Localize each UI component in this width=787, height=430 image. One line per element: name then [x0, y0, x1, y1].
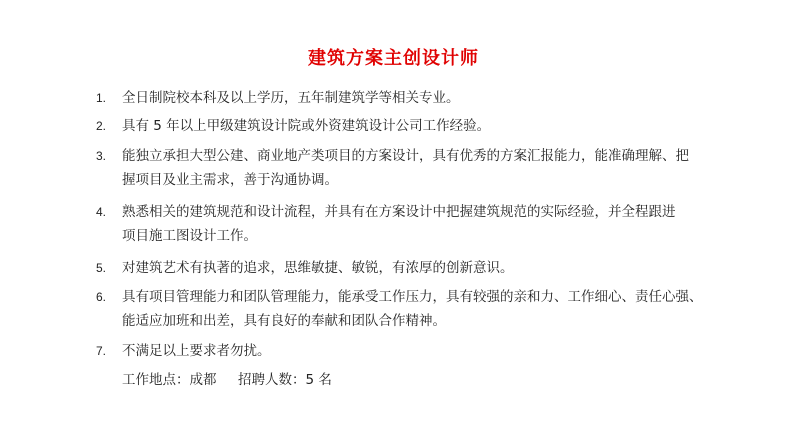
list-item-text — [122, 86, 722, 110]
list-item-text — [122, 144, 722, 192]
list-item-line: 能独立承担大型公建、商业地产类项目的方案设计，具有优秀的方案汇报能力，能准确理解、把 — [122, 148, 689, 164]
list-item-number: 7. — [96, 344, 107, 358]
list-item-text — [122, 114, 722, 138]
headcount-label: 招聘人数： — [237, 372, 306, 388]
list-item-number: 3. — [96, 149, 107, 163]
list-item-number: 6. — [96, 290, 107, 304]
list-item-line: 全日制院校本科及以上学历，五年制建筑学等相关专业。 — [122, 90, 460, 106]
list-item-line: 熟悉相关的建筑规范和设计流程，并具有在方案设计中把握建筑规范的实际经验，并全程跟进 — [122, 204, 676, 220]
list-item-number: 1. — [96, 91, 107, 105]
location-label: 工作地点： — [122, 372, 190, 388]
page-title: 建筑方案主创设计师 — [308, 48, 479, 69]
list-item-line: 不满足以上要求者勿扰。 — [122, 343, 271, 359]
list-item-text — [122, 256, 722, 280]
list-item-number: 2. — [96, 119, 107, 133]
list-item-line: 具有项目管理能力和团队管理能力，能承受工作压力，具有较强的亲和力、工作细心、责任心强、 — [122, 289, 703, 305]
list-item-number: 4. — [96, 205, 107, 219]
list-item-text — [122, 200, 722, 248]
list-item-line: 握项目及业主需求，善于沟通协调。 — [122, 172, 338, 188]
list-item-text — [122, 339, 722, 363]
job-info-line — [122, 368, 332, 392]
location-value: 成都 — [189, 372, 217, 388]
list-item-line: 能适应加班和出差，具有良好的奉献和团队合作精神。 — [122, 313, 446, 329]
list-item-number: 5. — [96, 261, 107, 275]
headcount-value: 5 名 — [305, 372, 332, 388]
list-item-text — [122, 285, 722, 333]
list-item-line: 对建筑艺术有执著的追求，思维敏捷、敏锐，有浓厚的创新意识。 — [122, 260, 514, 276]
list-item-line: 具有 5 年以上甲级建筑设计院或外资建筑设计公司工作经验。 — [122, 118, 491, 134]
list-item-line: 项目施工图设计工作。 — [122, 228, 257, 244]
